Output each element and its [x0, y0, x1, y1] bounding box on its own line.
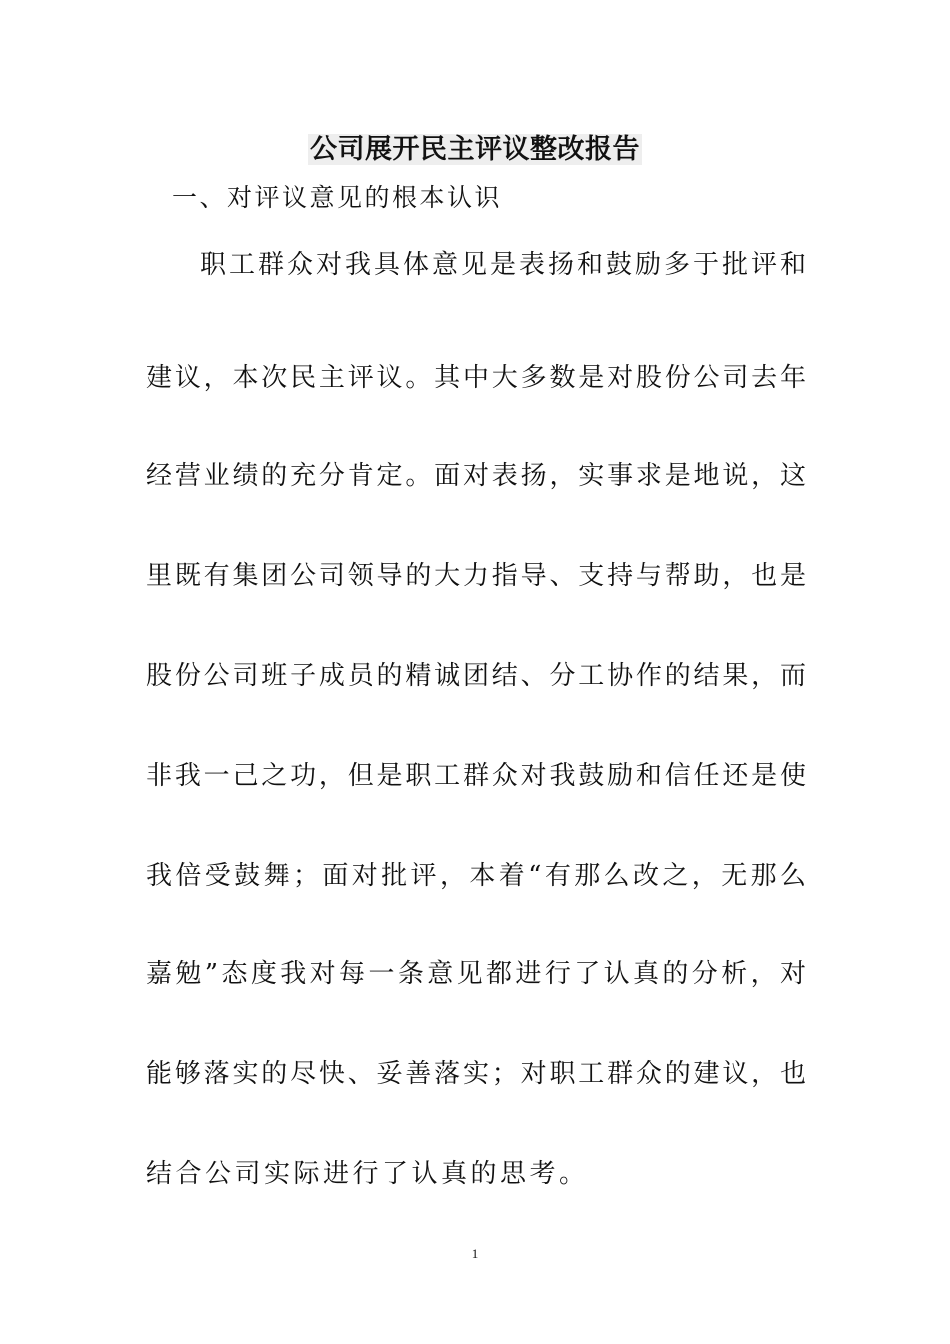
- document-title: [0, 130, 950, 170]
- document-title-text: 公司展开民主评议整改报告: [310, 134, 640, 165]
- paragraph-line: 职工群众对我具体意见是表扬和鼓励多于批评和: [200, 250, 806, 280]
- section-heading: 一、对评议意见的根本认识: [172, 183, 503, 212]
- page-number: 1: [471, 1246, 479, 1261]
- paragraph-line: 股份公司班子成员的精诚团结、分工协作的结果，而: [146, 661, 806, 691]
- paragraph-line: 结合公司实际进行了认真的思考。: [146, 1159, 589, 1189]
- paragraph-line: 嘉勉”态度我对每一条意见都进行了认真的分析，对: [146, 959, 806, 989]
- paragraph-line: 经营业绩的充分肯定。面对表扬，实事求是地说，这: [146, 461, 806, 491]
- paragraph-line: 建议，本次民主评议。其中大多数是对股份公司去年: [146, 363, 806, 393]
- paragraph-line: 我倍受鼓舞；面对批评，本着“有那么改之，无那么: [146, 861, 806, 891]
- paragraph-line: 非我一己之功，但是职工群众对我鼓励和信任还是使: [146, 761, 806, 791]
- paragraph-line: 能够落实的尽快、妥善落实；对职工群众的建议，也: [146, 1059, 806, 1089]
- paragraph-line: 里既有集团公司领导的大力指导、支持与帮助，也是: [146, 561, 806, 591]
